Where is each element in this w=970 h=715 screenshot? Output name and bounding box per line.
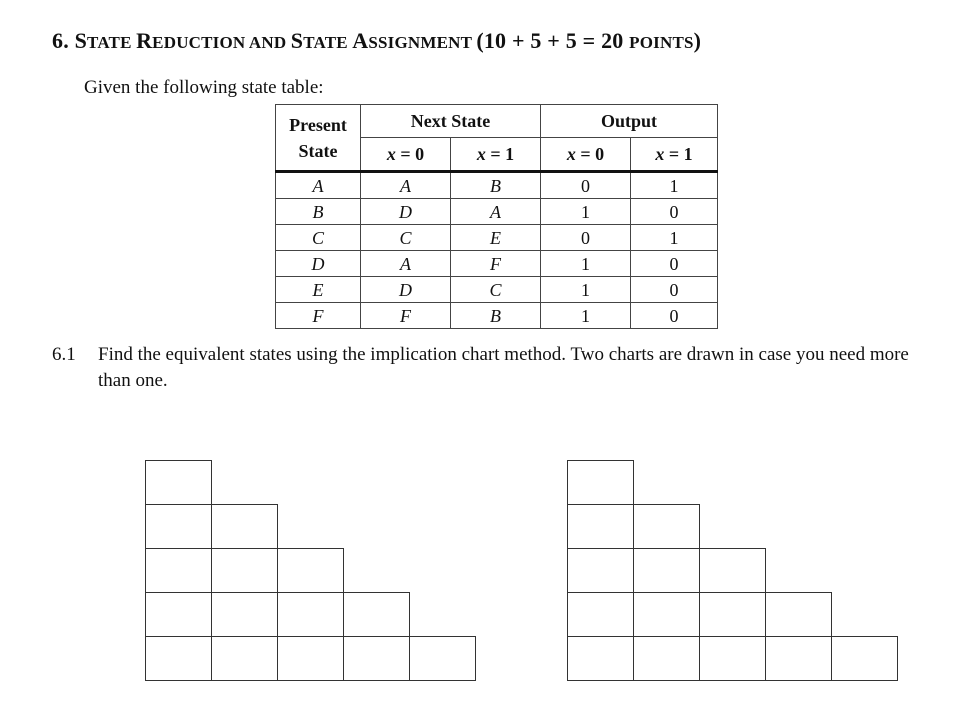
cell-ns0: C <box>361 225 451 251</box>
cell-out0: 0 <box>541 225 631 251</box>
heading-number: 6. <box>52 28 69 53</box>
cell-out0: 1 <box>541 199 631 225</box>
chart-cell[interactable] <box>211 548 278 593</box>
chart-cell[interactable] <box>567 504 634 549</box>
chart-cell[interactable] <box>699 548 766 593</box>
chart-cell[interactable] <box>633 592 700 637</box>
table-row <box>276 225 718 251</box>
heading-title: STATE REDUCTION AND STATE ASSIGNMENT <box>74 28 477 53</box>
cell-ns0: D <box>361 277 451 303</box>
cell-ns0: F <box>361 303 451 329</box>
cell-out0: 1 <box>541 303 631 329</box>
cell-present: E <box>276 277 361 303</box>
chart-cell[interactable] <box>145 548 212 593</box>
cell-present: B <box>276 199 361 225</box>
chart-cell[interactable] <box>567 592 634 637</box>
heading-points: (10 + 5 + 5 = 20 POINTS) <box>476 28 702 53</box>
cell-out0: 1 <box>541 251 631 277</box>
chart-cell[interactable] <box>633 548 700 593</box>
cell-present: F <box>276 303 361 329</box>
question-6-1 <box>52 342 942 394</box>
cell-present: A <box>276 172 361 199</box>
cell-present: C <box>276 225 361 251</box>
chart-cell[interactable] <box>831 636 898 681</box>
cell-out1: 0 <box>631 277 718 303</box>
header-present-state: Present State <box>276 105 361 172</box>
cell-ns0: A <box>361 251 451 277</box>
chart-cell[interactable] <box>343 592 410 637</box>
cell-ns1: F <box>451 251 541 277</box>
chart-cell[interactable] <box>145 460 212 505</box>
header-output-x1: x = 1 <box>631 138 718 172</box>
chart-cell[interactable] <box>145 592 212 637</box>
chart-cell[interactable] <box>211 504 278 549</box>
chart-cell[interactable] <box>277 592 344 637</box>
cell-ns0: A <box>361 172 451 199</box>
chart-cell[interactable] <box>567 636 634 681</box>
chart-cell[interactable] <box>211 592 278 637</box>
cell-ns1: C <box>451 277 541 303</box>
cell-present: D <box>276 251 361 277</box>
x1-label: = 1 <box>490 144 515 164</box>
table-row <box>276 277 718 303</box>
state-table <box>275 104 718 329</box>
cell-ns1: A <box>451 199 541 225</box>
cell-ns1: B <box>451 303 541 329</box>
cell-out1: 0 <box>631 251 718 277</box>
cell-out1: 0 <box>631 303 718 329</box>
chart-cell[interactable] <box>277 636 344 681</box>
chart-cell[interactable] <box>409 636 476 681</box>
header-output: Output <box>541 105 718 138</box>
cell-out0: 1 <box>541 277 631 303</box>
question-number: 6.1 <box>52 344 76 365</box>
table-row <box>276 303 718 329</box>
chart-cell[interactable] <box>567 460 634 505</box>
chart-cell[interactable] <box>699 636 766 681</box>
chart-cell[interactable] <box>633 504 700 549</box>
cell-out1: 1 <box>631 172 718 199</box>
table-row <box>276 251 718 277</box>
x0-label: = 0 <box>400 144 425 164</box>
chart-cell[interactable] <box>699 592 766 637</box>
chart-cell[interactable] <box>765 636 832 681</box>
question-heading <box>52 28 701 54</box>
header-next-x0: x = 0 <box>361 138 451 172</box>
cell-out1: 1 <box>631 225 718 251</box>
chart-cell[interactable] <box>343 636 410 681</box>
x0-label: = 0 <box>580 144 605 164</box>
header-next-x1: x = 1 <box>451 138 541 172</box>
cell-ns1: B <box>451 172 541 199</box>
intro-text: Given the following state table: <box>84 77 324 98</box>
chart-cell[interactable] <box>211 636 278 681</box>
cell-out0: 0 <box>541 172 631 199</box>
chart-cell[interactable] <box>145 504 212 549</box>
cell-ns0: D <box>361 199 451 225</box>
chart-cell[interactable] <box>277 548 344 593</box>
table-row <box>276 172 718 199</box>
header-next-state: Next State <box>361 105 541 138</box>
cell-ns1: E <box>451 225 541 251</box>
header-output-x0: x = 0 <box>541 138 631 172</box>
chart-cell[interactable] <box>145 636 212 681</box>
cell-out1: 0 <box>631 199 718 225</box>
x1-label: = 1 <box>668 144 693 164</box>
chart-cell[interactable] <box>765 592 832 637</box>
question-text: Find the equivalent states using the implication chart method. Two charts are drawn in case you need more than one. <box>98 344 909 391</box>
chart-cell[interactable] <box>567 548 634 593</box>
chart-cell[interactable] <box>633 636 700 681</box>
table-row <box>276 199 718 225</box>
